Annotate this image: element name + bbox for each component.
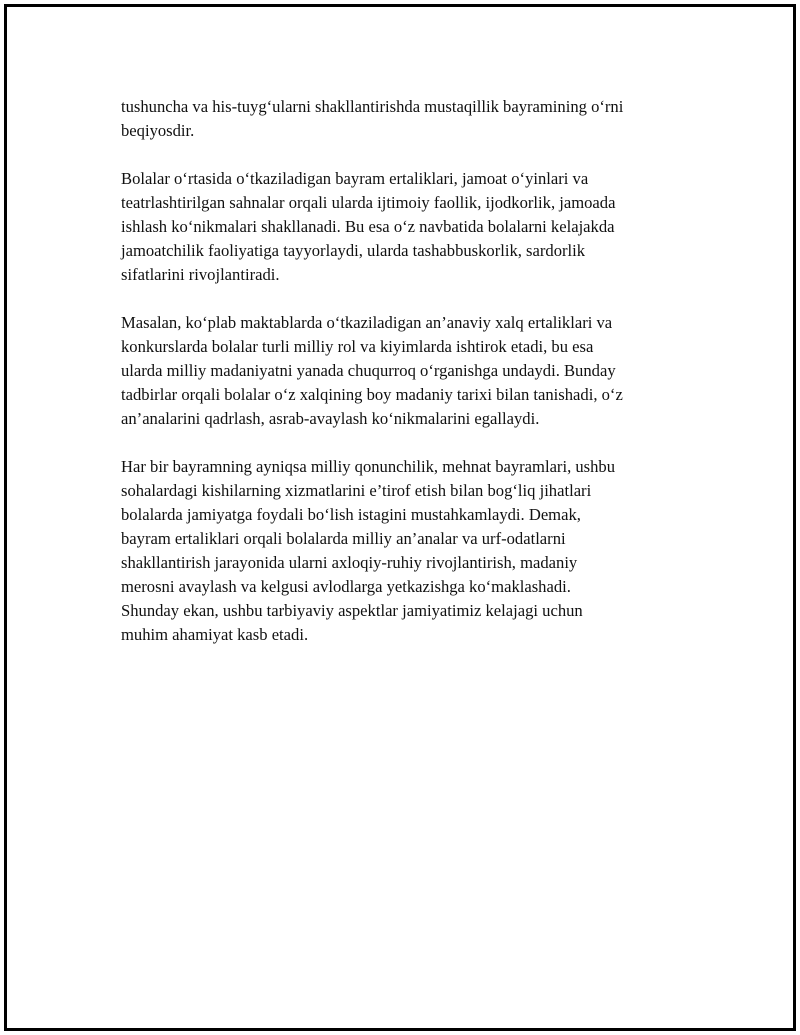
text-line: Shunday ekan, ushbu tarbiyaviy aspektlar jamiyatimiz kelajagi uchun bbox=[121, 601, 583, 620]
text-line: ishlash ko‘nikmalari shakllanadi. Bu esa o‘z navbatida bolalarni kelajakda bbox=[121, 217, 615, 236]
text-line: bolalarda jamiyatga foydali bo‘lish istagini mustahkamlaydi. Demak, bbox=[121, 505, 581, 524]
paragraph-3 bbox=[121, 311, 681, 431]
text-line: tushuncha va his-tuyg‘ularni shakllantirishda mustaqillik bayramining o‘rni bbox=[121, 97, 624, 116]
paragraph-2 bbox=[121, 167, 681, 287]
paragraph-1 bbox=[121, 95, 681, 143]
text-line: beqiyosdir. bbox=[121, 121, 195, 140]
text-line: jamoatchilik faoliyatiga tayyorlaydi, ularda tashabbuskorlik, sardorlik bbox=[121, 241, 586, 260]
text-line: tadbirlar orqali bolalar o‘z xalqining boy madaniy tarixi bilan tanishadi, o‘z bbox=[121, 385, 623, 404]
page-frame bbox=[4, 4, 796, 1031]
text-line: konkurslarda bolalar turli milliy rol va kiyimlarda ishtirok etadi, bu esa bbox=[121, 337, 594, 356]
text-line: Bolalar o‘rtasida o‘tkaziladigan bayram ertaliklari, jamoat o‘yinlari va bbox=[121, 169, 589, 188]
text-line: Har bir bayramning ayniqsa milliy qonunchilik, mehnat bayramlari, ushbu bbox=[121, 457, 616, 476]
text-line: Masalan, ko‘plab maktablarda o‘tkaziladigan an’anaviy xalq ertaliklari va bbox=[121, 313, 613, 332]
text-line: muhim ahamiyat kasb etadi. bbox=[121, 625, 309, 644]
text-line: an’analarini qadrlash, asrab-avaylash ko‘nikmalarini egallaydi. bbox=[121, 409, 540, 428]
text-line: ularda milliy madaniyatni yanada chuqurroq o‘rganishga undaydi. Bunday bbox=[121, 361, 616, 380]
text-line: bayram ertaliklari orqali bolalarda milliy an’analar va urf-odatlarni bbox=[121, 529, 566, 548]
text-line: merosni avaylash va kelgusi avlodlarga yetkazishga ko‘maklashadi. bbox=[121, 577, 571, 596]
text-line: teatrlashtirilgan sahnalar orqali ularda ijtimoiy faollik, ijodkorlik, jamoada bbox=[121, 193, 616, 212]
paragraph-4 bbox=[121, 455, 681, 647]
document-body bbox=[121, 95, 681, 671]
text-line: sohalardagi kishilarning xizmatlarini e’tirof etish bilan bog‘liq jihatlari bbox=[121, 481, 592, 500]
text-line: shakllantirish jarayonida ularni axloqiy-ruhiy rivojlantirish, madaniy bbox=[121, 553, 578, 572]
text-line: sifatlarini rivojlantiradi. bbox=[121, 265, 280, 284]
